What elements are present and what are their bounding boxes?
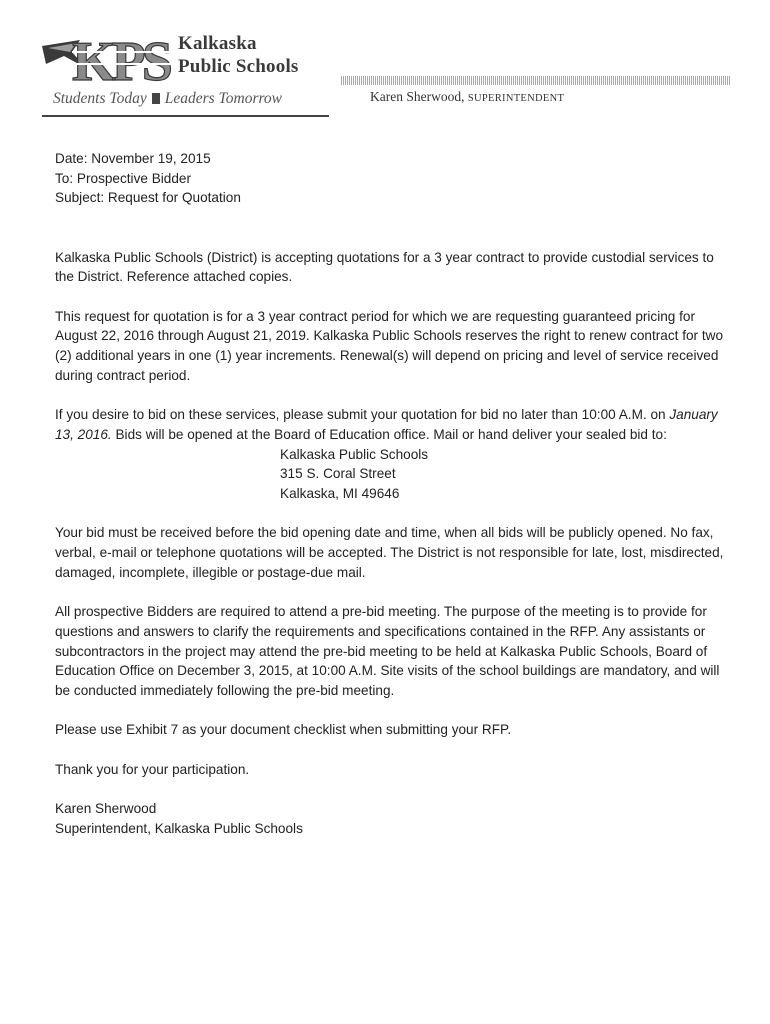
superintendent-header: [370, 89, 564, 105]
address-line-1: Kalkaska Public Schools: [280, 446, 429, 462]
signature-name: Karen Sherwood: [55, 801, 157, 817]
to-line: To: Prospective Bidder: [55, 170, 192, 186]
deadline-text-start: If you desire to bid on these services, please submit your quotation for bid no later than 10:00 A.M. on: [55, 407, 670, 423]
address-line-2: 315 S. Coral Street: [280, 466, 396, 482]
org-name-line1: Kalkaska: [178, 33, 257, 54]
kps-logo-mark: [42, 30, 182, 86]
deadline-text-end: Bids will be opened at the Board of Education office. Mail or hand deliver your sealed bid to:: [111, 426, 667, 442]
paragraph-receipt-rules: Your bid must be received before the bid opening date and time, when all bids will be publicly opened. No fax, verbal, e-mail or telephone quotations will be accepted. The District is not responsible for late, lost, misdirected, damaged, incomplete, illegible or postage-due mail.: [55, 525, 724, 580]
subject-line: Subject: Request for Quotation: [55, 190, 241, 206]
paragraph-contract-period: This request for quotation is for a 3 year contract period for which we are requesting guaranteed pricing for August 22, 2016 through August 21, 2019. Kalkaska Public Schools reserves the right to renew contract for two (2) additional years in one (1) year increments. Renewal(s) will depend on pricing and level of service received during contract period.: [55, 308, 723, 383]
letterhead: [0, 0, 770, 130]
paragraph-deadline: [55, 405, 725, 444]
deadline-date: January 13, 2016.: [55, 407, 718, 442]
mailing-address: [55, 445, 725, 504]
tagline: [53, 90, 282, 108]
tagline-separator-icon: [152, 93, 160, 104]
paragraph-thanks: Thank you for your participation.: [55, 761, 250, 777]
header-hatch-bar: [341, 76, 730, 85]
logo-underline: [42, 115, 329, 117]
date-line: Date: November 19, 2015: [55, 151, 211, 166]
logo-letters: KPS: [72, 31, 169, 86]
tagline-left: Students Today: [53, 90, 147, 107]
org-name-line2: Public Schools: [178, 56, 299, 77]
paragraph-pre-bid-meeting: All prospective Bidders are required to attend a pre-bid meeting. The purpose of the meeting is to provide for questions and answers to clarify the requirements and specifications contained in the RFP. Any assistants or subcontractors in the project may attend the pre-bid meeting to be held at Kalkaska Public Schools, Board of Education Office on December 3, 2015, at 10:00 A.M. Site visits of the school buildings are mandatory, and will be conducted immediately following the pre-bid meeting.: [55, 604, 720, 698]
signature-title: Superintendent, Kalkaska Public Schools: [55, 820, 303, 836]
kps-logo: [42, 30, 332, 120]
superintendent-title: SUPERINTENDENT: [467, 93, 565, 104]
superintendent-name: Karen Sherwood,: [370, 89, 465, 104]
letter-body: [55, 149, 725, 838]
address-line-3: Kalkaska, MI 49646: [280, 485, 400, 501]
paragraph-checklist: Please use Exhibit 7 as your document checklist when submitting your RFP.: [55, 722, 512, 738]
paragraph-intro: Kalkaska Public Schools (District) is accepting quotations for a 3 year contract to provide custodial services to the District. Reference attached copies.: [55, 249, 714, 285]
tagline-right: Leaders Tomorrow: [164, 90, 283, 107]
